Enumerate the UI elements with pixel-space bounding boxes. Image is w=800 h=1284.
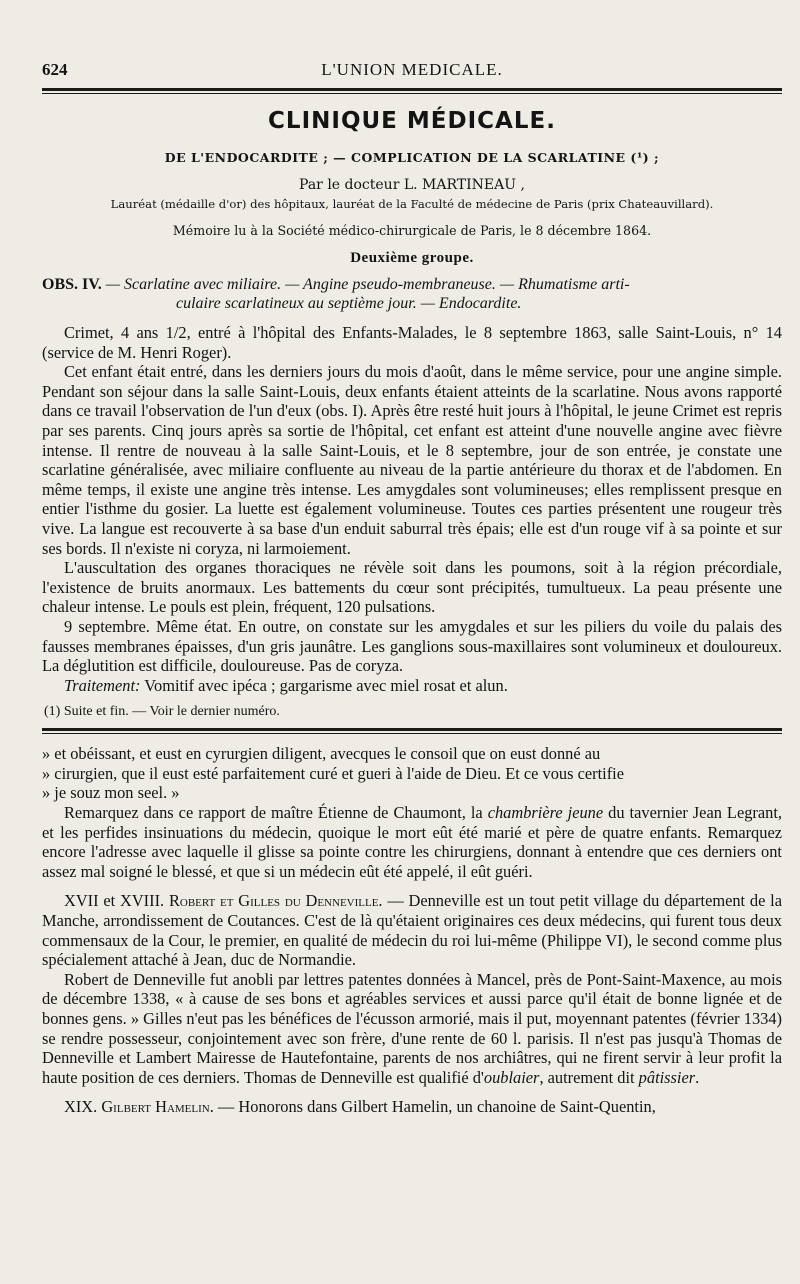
entry-text: — Honorons dans Gilbert Hamelin, un chanoine de Saint-Quentin, — [213, 1097, 656, 1117]
entry-text: — Denneville est un tout petit village du département de la Manche, arrondissement de Coutances. C'est de là qu'étaient originaires ces deux médecins, qui furent tous deux commensaux de la Cour, le premier, en qualité de médecin du roi lui-même (Philippe VI), le second comme plus spécialement attaché à Jean, duc de Normandie. — [42, 891, 782, 970]
paragraph: L'auscultation des organes thoraciques ne révèle soit dans les poumons, soit à la région précordiale, l'existence de bruits anormaux. Les battements du cœur sont précipités, tumultueux. La peau présente une chaleur intense. Le pouls est plein, fréquent, 120 pulsations. — [42, 558, 782, 617]
entry-xvii — [42, 891, 782, 969]
observation-line1: — Scarlatine avec miliaire. — Angine pseudo-membraneuse. — Rhumatisme arti- — [101, 276, 630, 293]
entry-names: Robert et Gilles du Denneville. — [168, 891, 383, 911]
author-credentials: Lauréat (médaille d'or) des hôpitaux, lauréat de la Faculté de médecine de Paris (prix Chateauvillard). — [110, 197, 714, 211]
remark-emphasis: chambrière jeune — [487, 803, 604, 823]
treatment-label: Traitement: — [64, 675, 141, 695]
treatment-text: Vomitif avec ipéca ; gargarisme avec miel rosat et alun. — [140, 675, 508, 695]
feuilleton-divider — [42, 728, 782, 734]
header-rule — [42, 88, 782, 91]
article-title: DE L'ENDOCARDITE ; — COMPLICATION DE LA SCARLATINE (¹) ; — [164, 150, 660, 165]
page — [42, 0, 782, 1117]
section-title: CLINIQUE MÉDICALE. — [268, 108, 556, 134]
paragraph: Crimet, 4 ans 1/2, entré à l'hôpital des Enfants-Malades, le 8 septembre 1863, salle Saint-Louis, n° 14 (service de M. Henri Roger). — [42, 323, 782, 362]
entry-names: Gilbert Hamelin. — [101, 1097, 214, 1117]
running-head — [42, 58, 782, 84]
author-byline: Par le docteur L. MARTINEAU , — [299, 177, 525, 193]
remark-text-rest: du tavernier Jean Legrant, et les perfides insinuations du médecin, quoique le mort eût été marié et père de quatre enfants. Remarquez encore l'adresse avec laquelle il glisse sa pointe contre les chirurgiens, donnant à entendre que ces derniers ont assez mal soigné le blessé, et que si un médecin eût été appelé, il eût guéri. — [42, 803, 782, 881]
journal-name: L'UNION MEDICALE. — [321, 60, 503, 79]
quote-line: » je souz mon seel. » — [42, 783, 180, 803]
robert-emphasis-2: pâtissier — [638, 1067, 696, 1087]
paragraph: 9 septembre. Même état. En outre, on constate sur les amygdales et sur les piliers du voile du palais des fausses membranes épaisses, d'un gris jaunâtre. Les ganglions sous-maxillaires sont volumineux et douloureux. La déglutition est difficile, douloureuse. Pas de coryza. — [42, 616, 782, 676]
entry-numeral: XIX. — [64, 1097, 98, 1117]
article-body — [42, 323, 782, 695]
observation-heading — [42, 275, 782, 313]
remark-text: Remarquez dans ce rapport de maître Étienne de Chaumont, la — [64, 803, 488, 823]
observation-line2: culaire scarlatineux au septième jour. — Endocardite. — [176, 295, 522, 312]
page-number: 624 — [42, 60, 68, 79]
entry-numeral: XVII et XVIII. — [64, 891, 165, 911]
feuilleton-body — [42, 744, 782, 1117]
footnote: (1) Suite et fin. — Voir le dernier numéro. — [44, 704, 280, 720]
group-heading: Deuxième groupe. — [350, 250, 474, 266]
paragraph: Cet enfant était entré, dans les derniers jours du mois d'août, dans le même service, pour une angine simple. Pendant son séjour dans la salle Saint-Louis, deux enfants étaient atteints de la scarlatine. Nous avons rapporté dans ce travail l'observation de l'un d'eux (obs. I). Après être resté huit jours à l'hôpital, le jeune Crimet est repris par ses parents. Cinq jours après sa sortie de l'hôpital, cet enfant est atteint d'une nouvelle angine avec fièvre intense. Il rentre de nouveau à la salle Saint-Louis, et le 8 septembre, jour de son entrée, je constate une scarlatine généralisée, avec miliaire confluente au niveau de la partie antérieure du thorax et de l'abdomen. En même temps, il existe une angine très intense. Les amygdales sont volumineuses; elles remplissent presque en entier l'isthme du gosier. La luette est également volumineuse. Toutes ces parties présentent une rougeur très vive. La langue est recouverte à sa base d'un enduit saburral très épais; elle est d'un rouge vif à sa pointe et sur ses bords. Il n'existe ni coryza, ni larmoiement. — [42, 362, 782, 558]
robert-text: Robert de Denneville fut anobli par lettres patentes données à Mancel, près de Pont-Saint-Maxence, au mois de décembre 1338, « à cause de ses bons et agréables services et aussi parce qu'il était de bonne lignée et de bonnes gens. » Gilles n'eut pas les bénéfices de l'écusson armorié, mais il put, moyennant patentes (février 1334) se rendre possesseur, conjointement avec son frère, d'une rente de 60 l. parisis. Il n'est pas jusqu'à Thomas de Denneville et Lambert Mairesse de Hautefontaine, parents de nos archiâtres, qui ne firent servir à leur profit la haute position de ces derniers. Thomas de Denneville est qualifié d' — [42, 969, 782, 1087]
robert-text-end: . — [695, 1067, 700, 1087]
treatment-paragraph — [42, 676, 782, 696]
entry-xix — [42, 1097, 782, 1117]
observation-label: OBS. IV. — [42, 276, 102, 293]
robert-emphasis: oublaier — [483, 1067, 540, 1087]
memoir-note: Mémoire lu à la Société médico-chirurgicale de Paris, le 8 décembre 1864. — [172, 223, 652, 238]
quote-line: » et obéissant, et eust en cyrurgien diligent, avecques le consoil que on eust donné au — [42, 744, 601, 764]
quote-line: » cirurgien, que il eust esté parfaitement curé et gueri à l'aide de Dieu. Et ce vous certifie — [42, 763, 624, 783]
robert-text-middle: , autrement dit — [539, 1067, 639, 1087]
robert-paragraph — [42, 970, 782, 1088]
header-rule-thin — [42, 93, 782, 94]
remark-paragraph — [42, 803, 782, 881]
